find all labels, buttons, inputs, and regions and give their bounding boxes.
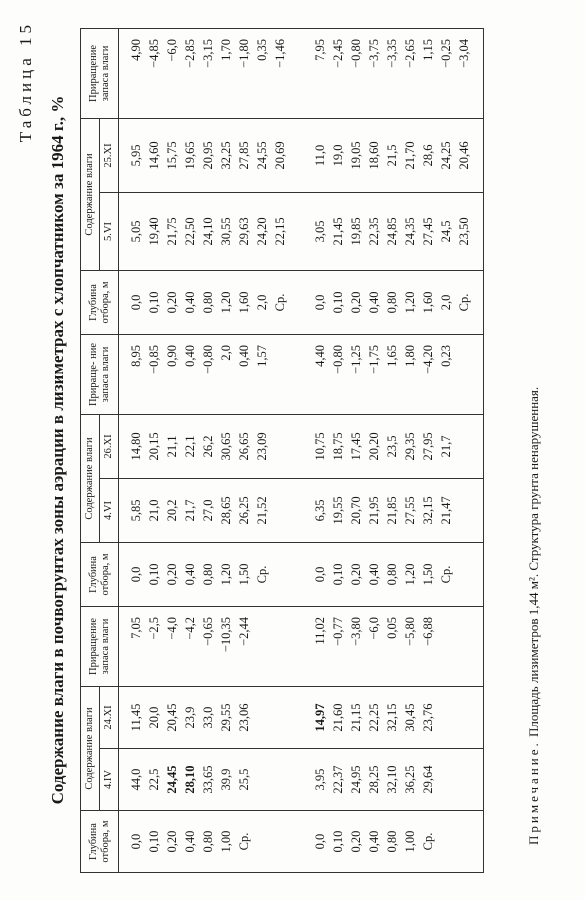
table-cell (253, 606, 271, 686)
table-cell: 29,64 (419, 749, 437, 811)
table-cell: 26,25 (235, 478, 253, 542)
table-cell (253, 811, 271, 873)
table-cell: 20,15 (145, 414, 163, 478)
table-cell: −4,0 (163, 606, 181, 686)
table-cell: 2,0 (217, 334, 235, 414)
table-cell (253, 686, 271, 748)
table-cell (271, 334, 289, 414)
table-cell: 20,69 (271, 118, 289, 192)
table-cell: 19,65 (181, 118, 199, 192)
table-cell (437, 686, 455, 748)
table-cell: 4,90 (119, 28, 146, 118)
table-cell: −5,80 (401, 606, 419, 686)
table-cell: −0,80 (199, 334, 217, 414)
table-cell: 28,25 (365, 749, 383, 811)
table-cell: 29,63 (235, 192, 253, 270)
table-cell: 0,80 (383, 542, 401, 606)
table-cell: 0,0 (289, 542, 329, 606)
table-row (271, 28, 289, 872)
table-cell: 25,5 (235, 749, 253, 811)
table-row (235, 28, 253, 872)
table-cell: 30,45 (401, 686, 419, 748)
table-cell: 27,85 (235, 118, 253, 192)
table-cell: 19,0 (329, 118, 347, 192)
date-header: 5.VI (100, 192, 119, 270)
table-cell: 0,80 (199, 542, 217, 606)
table-cell: Ср. (235, 811, 253, 873)
table-cell: 1,65 (383, 334, 401, 414)
table-cell: −0,80 (347, 28, 365, 118)
table-cell: Ср. (253, 542, 271, 606)
table-cell: 0,40 (181, 334, 199, 414)
table-cell: 24,5 (437, 192, 455, 270)
table-row (437, 28, 455, 872)
table-cell: 0,80 (199, 270, 217, 334)
table-cell: 22,35 (365, 192, 383, 270)
table-cell: 20,0 (145, 686, 163, 748)
table-cell: 20,70 (347, 478, 365, 542)
table-cell: 32,15 (419, 478, 437, 542)
table-cell (271, 606, 289, 686)
table-row (419, 28, 437, 872)
table-cell: 27,95 (419, 414, 437, 478)
table-cell: 3,05 (289, 192, 329, 270)
table-cell: 21,0 (145, 478, 163, 542)
table-cell: 0,40 (181, 270, 199, 334)
table-cell (271, 414, 289, 478)
table-cell (271, 542, 289, 606)
table-cell: 0,20 (347, 270, 365, 334)
table-cell (271, 749, 289, 811)
table-cell: 0,80 (383, 270, 401, 334)
increment-header: Прираще- ние запаса влаги (81, 334, 119, 414)
table-cell: 24,35 (401, 192, 419, 270)
table-cell: 1,50 (419, 542, 437, 606)
increment-header: Приращение запаса влаги (81, 28, 119, 118)
table-cell: 1,20 (217, 270, 235, 334)
table-row (253, 28, 271, 872)
table-cell: −3,35 (383, 28, 401, 118)
table-row (347, 28, 365, 872)
table-cell: 1,15 (419, 28, 437, 118)
table-row (163, 28, 181, 872)
table-cell: 0,23 (437, 334, 455, 414)
table-cell: −0,25 (437, 28, 455, 118)
header-row-1 (81, 28, 100, 872)
table-cell (455, 478, 484, 542)
table-cell: 5,85 (119, 478, 146, 542)
table-cell: 1,70 (217, 28, 235, 118)
table-cell: 27,0 (199, 478, 217, 542)
table-cell: −0,85 (145, 334, 163, 414)
table-cell: 33,65 (199, 749, 217, 811)
table-row (199, 28, 217, 872)
moisture-header: Содержание влаги (81, 686, 100, 810)
table-cell: −1,25 (347, 334, 365, 414)
table-cell: 30,65 (217, 414, 235, 478)
table-note (526, 387, 542, 845)
table-cell: 27,45 (419, 192, 437, 270)
table-cell: 0,10 (145, 542, 163, 606)
table-cell: 14,80 (119, 414, 146, 478)
table-body (119, 28, 484, 872)
table-cell: 44,0 (119, 749, 146, 811)
table-cell: −2,44 (235, 606, 253, 686)
note-label: Примечание. (526, 740, 541, 845)
table-cell: 24,45 (163, 749, 181, 811)
table-cell: 0,20 (347, 811, 365, 873)
table-cell: Ср. (455, 270, 484, 334)
table-cell: 19,05 (347, 118, 365, 192)
table-cell: Ср. (437, 542, 455, 606)
table-cell: 21,85 (383, 478, 401, 542)
note-text: Площадь лизиметров 1,44 м². Структура грунта ненарушенная. (526, 386, 541, 737)
table-cell: −2,85 (181, 28, 199, 118)
table-cell: 21,70 (401, 118, 419, 192)
date-header: 24.XI (100, 686, 119, 748)
table-cell: 0,0 (289, 270, 329, 334)
table-title: Содержание влаги в почвогрунтах зоны аэрации в лизиметрах с хлопчатником за 1964 г., % (48, 95, 67, 805)
moisture-header: Содержание влаги (81, 118, 100, 270)
table-cell: 23,06 (235, 686, 253, 748)
table-cell: 0,40 (365, 270, 383, 334)
table-cell (455, 749, 484, 811)
table-cell: 0,10 (329, 811, 347, 873)
table-cell: 2,0 (437, 270, 455, 334)
table-cell: −4,20 (419, 334, 437, 414)
table-cell: 23,9 (181, 686, 199, 748)
table-row (455, 28, 484, 872)
table-cell: 32,10 (383, 749, 401, 811)
table-row (181, 28, 199, 872)
table-cell (455, 606, 484, 686)
table-cell: 0,0 (289, 811, 329, 873)
table-row (383, 28, 401, 872)
table-cell: 1,20 (217, 542, 235, 606)
table-cell: 4,40 (289, 334, 329, 414)
table-cell: 23,76 (419, 686, 437, 748)
table-cell: 1,50 (235, 542, 253, 606)
table-cell: −6,0 (365, 606, 383, 686)
table-cell: 20,46 (455, 118, 484, 192)
table-cell: 1,00 (401, 811, 419, 873)
table-cell: 21,95 (365, 478, 383, 542)
table-cell: 23,5 (383, 414, 401, 478)
table-cell: −3,80 (347, 606, 365, 686)
table-cell: 21,60 (329, 686, 347, 748)
table-cell: 0,10 (145, 811, 163, 873)
table-cell: 21,7 (437, 414, 455, 478)
header-row-2 (100, 28, 119, 872)
table-cell: 7,05 (119, 606, 146, 686)
depth-header: Глубина отбора, м (81, 542, 119, 606)
table-cell: 1,60 (419, 270, 437, 334)
table-cell: −0,77 (329, 606, 347, 686)
table-cell: 0,90 (163, 334, 181, 414)
table-cell: 0,40 (235, 334, 253, 414)
depth-header: Глубина отбора, м (81, 270, 119, 334)
table-cell: 11,45 (119, 686, 146, 748)
table-cell: 32,25 (217, 118, 235, 192)
table-row (401, 28, 419, 872)
table-cell: −6,88 (419, 606, 437, 686)
table-cell: 8,95 (119, 334, 146, 414)
date-header: 25.XI (100, 118, 119, 192)
table-cell: 24,55 (253, 118, 271, 192)
table-cell: 14,60 (145, 118, 163, 192)
table-cell: 0,0 (119, 542, 146, 606)
table-cell: 0,20 (163, 542, 181, 606)
table-cell: 0,0 (119, 811, 146, 873)
table-cell: Ср. (419, 811, 437, 873)
table-cell: Ср. (271, 270, 289, 334)
moisture-table (80, 28, 484, 873)
table-cell: 0,10 (329, 270, 347, 334)
table-cell: 24,25 (437, 118, 455, 192)
table-cell: 22,37 (329, 749, 347, 811)
table-cell (271, 811, 289, 873)
table-row (329, 28, 347, 872)
table-cell: 0,10 (145, 270, 163, 334)
table-cell: 30,55 (217, 192, 235, 270)
table-cell: 28,6 (419, 118, 437, 192)
table-cell: 0,80 (383, 811, 401, 873)
table-cell: 36,25 (401, 749, 419, 811)
table-row (289, 28, 329, 872)
table-cell: −3,75 (365, 28, 383, 118)
table-cell: 27,55 (401, 478, 419, 542)
depth-header: Глубина отбора, м (81, 811, 119, 873)
table-cell: 0,20 (163, 270, 181, 334)
table-cell: 22,15 (271, 192, 289, 270)
table-cell: 28,65 (217, 478, 235, 542)
table-cell: 21,75 (163, 192, 181, 270)
table-cell: −2,45 (329, 28, 347, 118)
table-cell: 5,95 (119, 118, 146, 192)
table-cell: 21,47 (437, 478, 455, 542)
table-cell: 21,45 (329, 192, 347, 270)
table-cell: 21,15 (347, 686, 365, 748)
table-number: Таблица 15 (16, 21, 35, 143)
table-cell: 10,75 (289, 414, 329, 478)
table-cell: 1,20 (401, 542, 419, 606)
table-cell: 11,02 (289, 606, 329, 686)
table-cell: 14,97 (289, 686, 329, 748)
table-cell: 0,40 (181, 542, 199, 606)
table-cell: 2,0 (253, 270, 271, 334)
table-cell: −1,80 (235, 28, 253, 118)
table-cell: 28,10 (181, 749, 199, 811)
table-row (145, 28, 163, 872)
table-cell: 3,95 (289, 749, 329, 811)
table-cell: 22,5 (145, 749, 163, 811)
table-cell: −4,2 (181, 606, 199, 686)
table-cell (437, 811, 455, 873)
table-cell (455, 686, 484, 748)
table-cell: −2,5 (145, 606, 163, 686)
table-cell: −4,85 (145, 28, 163, 118)
table-cell: 19,85 (347, 192, 365, 270)
table-row (365, 28, 383, 872)
table-cell: 22,50 (181, 192, 199, 270)
table-cell: 20,95 (199, 118, 217, 192)
table-cell: 21,52 (253, 478, 271, 542)
table-cell (253, 749, 271, 811)
table-cell: 11,0 (289, 118, 329, 192)
table-cell: 5,05 (119, 192, 146, 270)
table-cell: 0,20 (347, 542, 365, 606)
table-cell: −6,0 (163, 28, 181, 118)
table-cell: 26,2 (199, 414, 217, 478)
table-cell: 24,85 (383, 192, 401, 270)
table-cell: −3,15 (199, 28, 217, 118)
table-cell: −1,46 (271, 28, 289, 118)
table-cell: 0,40 (365, 811, 383, 873)
date-header: 26.XI (100, 414, 119, 478)
table-cell: 23,09 (253, 414, 271, 478)
table-cell: 33,0 (199, 686, 217, 748)
table-cell: 0,35 (253, 28, 271, 118)
table-cell: 20,45 (163, 686, 181, 748)
table-cell: 18,75 (329, 414, 347, 478)
rotated-table-area (12, 15, 577, 885)
table-cell: 6,35 (289, 478, 329, 542)
table-cell: 24,20 (253, 192, 271, 270)
table-cell: 22,25 (365, 686, 383, 748)
table-cell (455, 334, 484, 414)
table-cell: 17,45 (347, 414, 365, 478)
table-row (119, 28, 146, 872)
table-cell: 29,55 (217, 686, 235, 748)
table-cell: 19,40 (145, 192, 163, 270)
table-cell: 0,05 (383, 606, 401, 686)
table-cell: 19,55 (329, 478, 347, 542)
table-cell (455, 811, 484, 873)
table-cell (271, 686, 289, 748)
table-cell: 0,10 (329, 542, 347, 606)
table-cell: 0,40 (365, 542, 383, 606)
table-cell: 23,50 (455, 192, 484, 270)
table-cell: −2,65 (401, 28, 419, 118)
table-cell: −10,35 (217, 606, 235, 686)
table-cell: 39,9 (217, 749, 235, 811)
table-cell: 7,95 (289, 28, 329, 118)
table-cell (437, 749, 455, 811)
table-cell: 0,20 (163, 811, 181, 873)
table-cell: 0,40 (181, 811, 199, 873)
date-header: 4.IV (100, 749, 119, 811)
table-cell: 26,65 (235, 414, 253, 478)
table-cell: 18,60 (365, 118, 383, 192)
table-cell: 0,0 (119, 270, 146, 334)
table-cell: 15,75 (163, 118, 181, 192)
date-header: 4.VI (100, 478, 119, 542)
increment-header: Приращение запаса влаги (81, 606, 119, 686)
table-cell: 21,1 (163, 414, 181, 478)
table-row (217, 28, 235, 872)
table-cell: −1,75 (365, 334, 383, 414)
table-cell: 0,80 (199, 811, 217, 873)
table-cell: 1,60 (235, 270, 253, 334)
table-cell: 32,15 (383, 686, 401, 748)
table-cell: 29,35 (401, 414, 419, 478)
table-cell: 21,5 (383, 118, 401, 192)
table-cell (455, 542, 484, 606)
table-cell: 1,80 (401, 334, 419, 414)
table-cell (271, 478, 289, 542)
table-cell: 1,57 (253, 334, 271, 414)
table-cell: 20,20 (365, 414, 383, 478)
table-cell: 24,95 (347, 749, 365, 811)
table-cell (437, 606, 455, 686)
table-cell: 20,2 (163, 478, 181, 542)
table-cell: −0,80 (329, 334, 347, 414)
table-cell: 1,00 (217, 811, 235, 873)
table-cell: 24,10 (199, 192, 217, 270)
table-cell: 22,1 (181, 414, 199, 478)
table-cell (455, 414, 484, 478)
table-cell: 1,20 (401, 270, 419, 334)
moisture-header: Содержание влаги (81, 414, 100, 542)
table-cell: −3,04 (455, 28, 484, 118)
table-cell: 21,7 (181, 478, 199, 542)
table-cell: −0,65 (199, 606, 217, 686)
